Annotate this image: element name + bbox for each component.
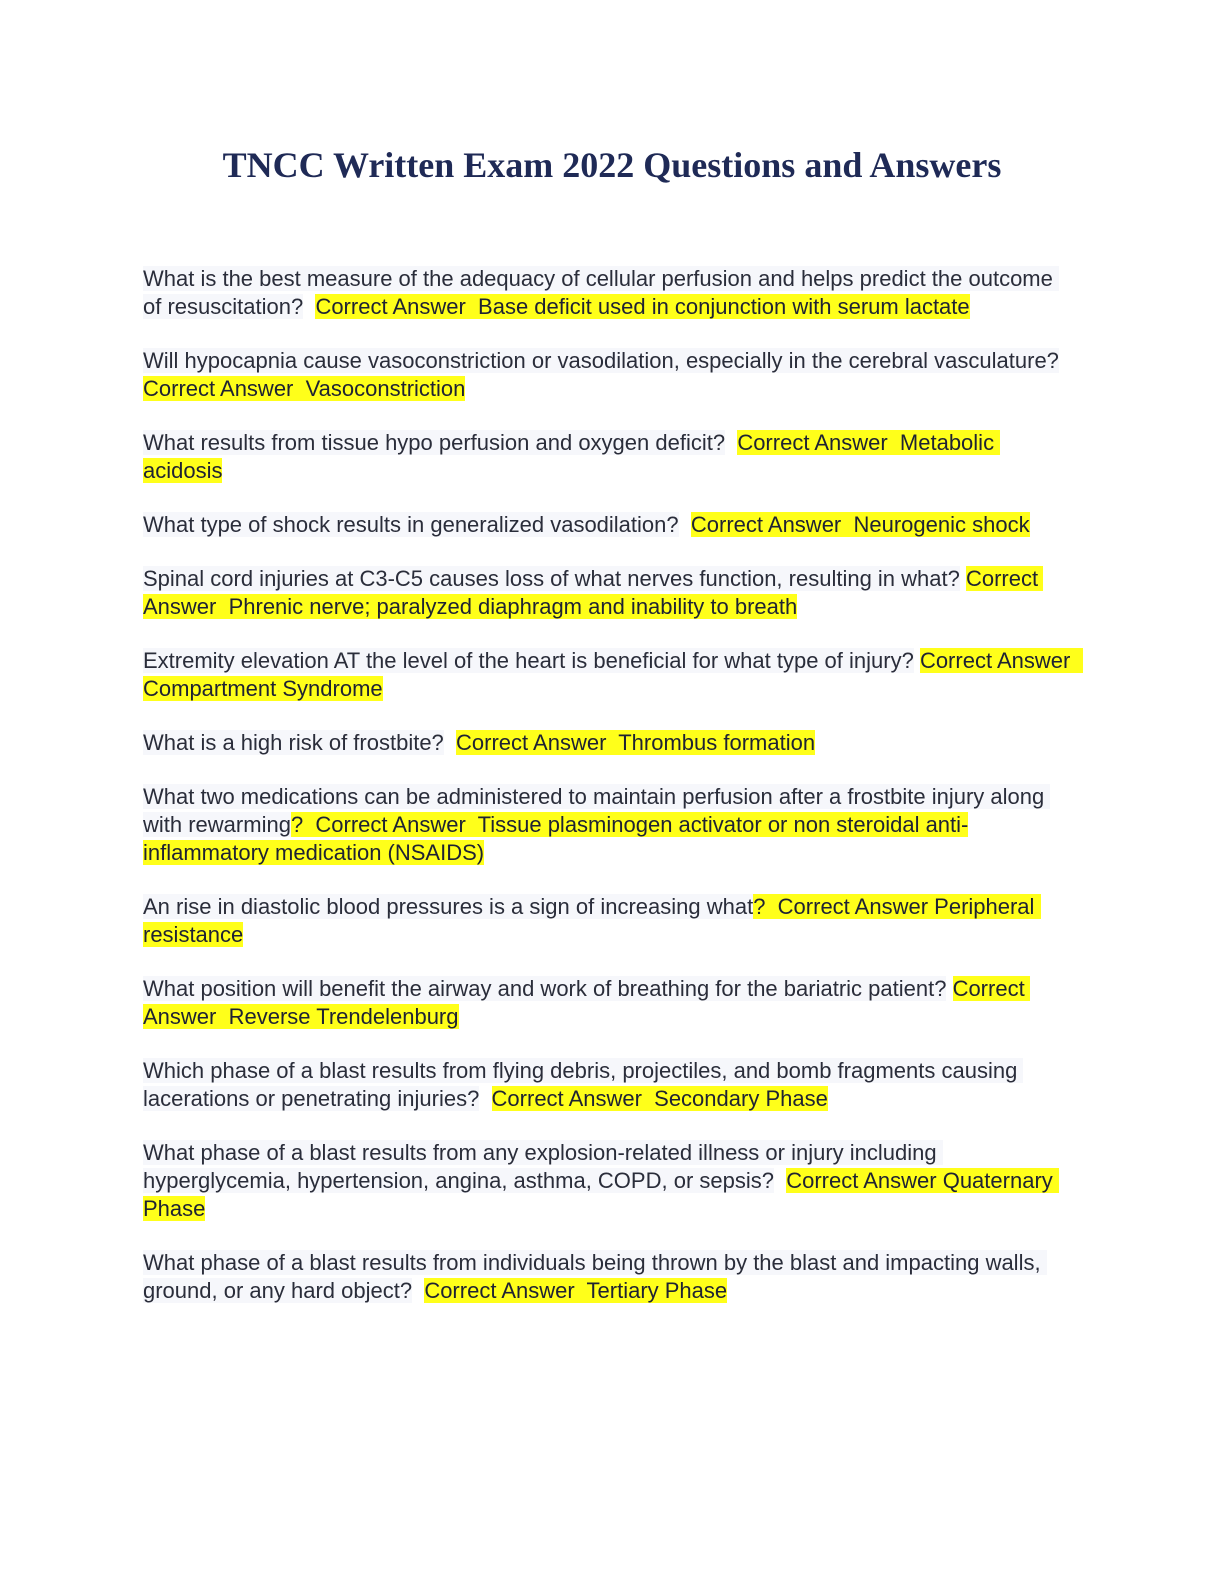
answer-highlight: Correct Answer Compartment Syndrome — [143, 648, 1083, 701]
answer-highlight: Correct Answer Metabolic acidosis — [143, 430, 1001, 483]
question-text: What phase of a blast results from individuals being thrown by the blast and impacting walls, ground, or any hard object? — [143, 1250, 1047, 1303]
document-title: TNCC Written Exam 2022 Questions and Answers — [222, 145, 1002, 185]
separator — [1059, 348, 1071, 373]
answer-highlight: ? Correct Answer Peripheral resistance — [143, 894, 1041, 947]
answer-highlight: Correct Answer Secondary Phase — [491, 1086, 828, 1111]
question-text: Extremity elevation AT the level of the heart is beneficial for what type of injury? — [143, 648, 914, 673]
separator — [679, 512, 691, 537]
qa-item — [143, 1057, 1073, 1113]
answer-highlight: Correct Answer Vasoconstriction — [143, 376, 466, 401]
qa-item — [143, 1139, 1073, 1223]
question-text: What is a high risk of frostbite? — [143, 730, 444, 755]
question-text: An rise in diastolic blood pressures is a sign of increasing what — [143, 894, 754, 919]
separator — [774, 1168, 786, 1193]
answer-highlight: Correct Answer Phrenic nerve; paralyzed diaphragm and inability to breath — [143, 566, 1044, 619]
answer-highlight: Correct Answer Reverse Trendelenburg — [143, 976, 1030, 1029]
answer-highlight: Correct Answer Tertiary Phase — [424, 1278, 728, 1303]
question-text: What is the best measure of the adequacy of cellular perfusion and helps predict the outcome of resuscitation? — [143, 266, 1059, 319]
question-text: What type of shock results in generalized vasodilation? — [143, 512, 679, 537]
answer-highlight: Correct Answer Neurogenic shock — [690, 512, 1030, 537]
question-text: What results from tissue hypo perfusion and oxygen deficit? — [143, 430, 726, 455]
question-text: What phase of a blast results from any explosion-related illness or injury including hyperglycemia, hypertension, angina, asthma, COPD, or sepsis? — [143, 1140, 943, 1193]
qa-item — [143, 429, 1073, 485]
qa-item — [143, 265, 1073, 321]
question-text: Spinal cord injuries at C3-C5 causes loss of what nerves function, resulting in what? — [143, 566, 960, 591]
separator — [303, 294, 315, 319]
separator — [725, 430, 737, 455]
answer-highlight: Correct Answer Quaternary Phase — [143, 1168, 1059, 1221]
question-text: What position will benefit the airway and work of breathing for the bariatric patient? — [143, 976, 947, 1001]
qa-item — [143, 893, 1073, 949]
qa-item — [143, 347, 1073, 403]
qa-list — [143, 265, 1083, 1331]
separator — [444, 730, 456, 755]
answer-highlight: Correct Answer Thrombus formation — [456, 730, 816, 755]
question-text: What two medications can be administered to maintain perfusion after a frostbite injury along with rewarming — [143, 784, 1051, 837]
qa-item — [143, 729, 1073, 757]
qa-item — [143, 975, 1073, 1031]
qa-item — [143, 511, 1073, 539]
qa-item — [143, 783, 1073, 867]
separator — [479, 1086, 491, 1111]
qa-item — [143, 565, 1073, 621]
separator — [412, 1278, 424, 1303]
qa-item — [143, 1249, 1073, 1305]
qa-item — [143, 647, 1083, 703]
answer-highlight: ? Correct Answer Tissue plasminogen activator or non steroidal anti-inflammatory medication (NSAIDS) — [143, 812, 969, 865]
question-text: Will hypocapnia cause vasoconstriction or vasodilation, especially in the cerebral vasculature? — [143, 348, 1059, 373]
question-text: Which phase of a blast results from flying debris, projectiles, and bomb fragments causing lacerations or penetrating injuries? — [143, 1058, 1024, 1111]
separator — [946, 976, 952, 1001]
answer-highlight: Correct Answer Base deficit used in conjunction with serum lactate — [315, 294, 970, 319]
